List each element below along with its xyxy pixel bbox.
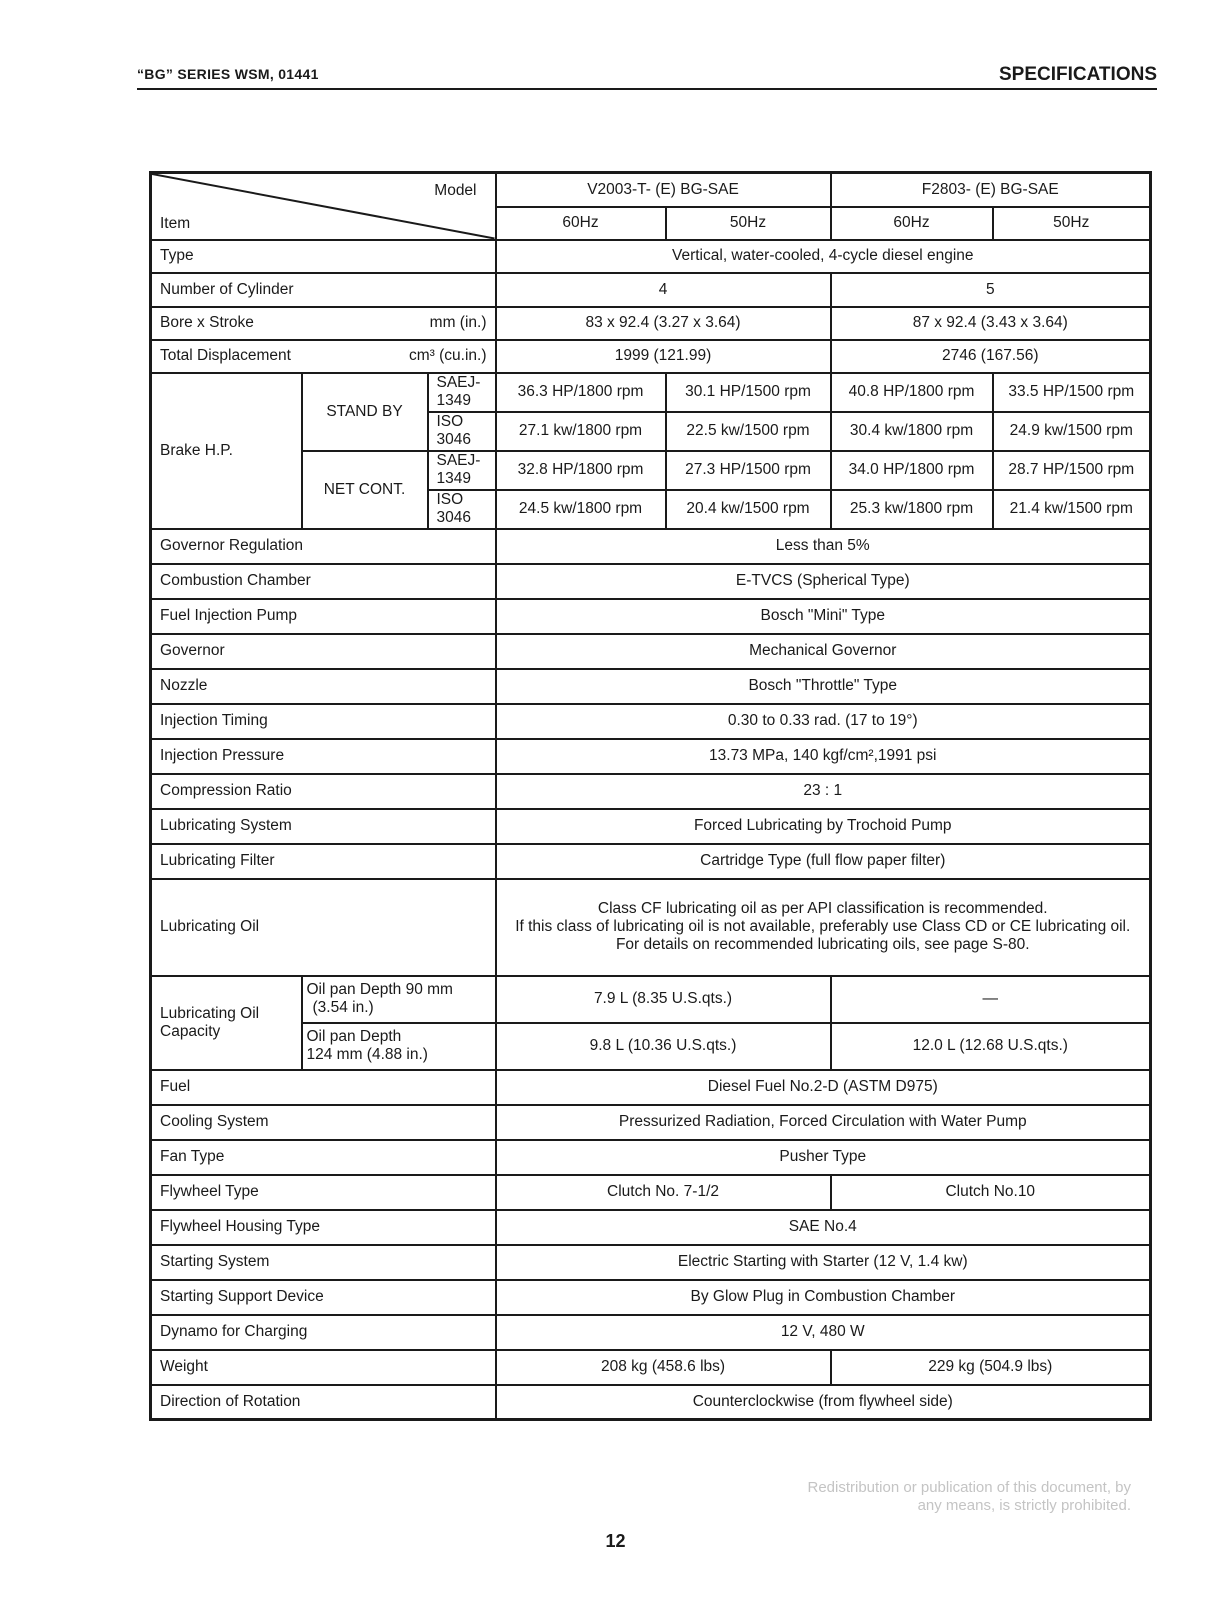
row-value: SAE No.4	[496, 1210, 1151, 1245]
row-label: Weight	[151, 1350, 496, 1385]
row-value-f2803: —	[831, 976, 1151, 1023]
value-cell: 40.8 HP/1800 rpm	[831, 373, 993, 412]
value-cell: 22.5 kw/1500 rpm	[666, 412, 831, 451]
row-flywheel-housing-type	[151, 1210, 1151, 1245]
row-bore-stroke	[151, 307, 1151, 340]
row-value-f2803: 12.0 L (12.68 U.S.qts.)	[831, 1023, 1151, 1070]
row-weight	[151, 1350, 1151, 1385]
page-number: 12	[605, 1531, 626, 1551]
notice-line-1: Redistribution or publication of this document, by	[807, 1479, 1131, 1496]
oil-pan-124-line2: 124 mm (4.88 in.)	[306, 1046, 428, 1063]
row-label: Governor	[151, 634, 496, 669]
header-section-title: SPECIFICATIONS	[999, 64, 1157, 85]
value-cell: 33.5 HP/1500 rpm	[993, 373, 1151, 412]
row-starting-support-device	[151, 1280, 1151, 1315]
row-injection-pressure	[151, 739, 1151, 774]
row-label: Injection Timing	[151, 704, 496, 739]
oil-capacity-label	[151, 976, 302, 1070]
row-dynamo-for-charging	[151, 1315, 1151, 1350]
row-value: 0.30 to 0.33 rad. (17 to 19°)	[496, 704, 1151, 739]
value-cell: 27.3 HP/1500 rpm	[666, 451, 831, 490]
row-value: Vertical, water-cooled, 4-cycle diesel engine	[496, 240, 1151, 273]
row-value-v2003: 4	[496, 273, 831, 307]
row-label: Starting Support Device	[151, 1280, 496, 1315]
row-label: Fan Type	[151, 1140, 496, 1175]
row-fuel-injection-pump	[151, 599, 1151, 634]
value-cell: 30.4 kw/1800 rpm	[831, 412, 993, 451]
oil-pan-124-label	[302, 1023, 496, 1070]
row-label: Fuel Injection Pump	[151, 599, 496, 634]
rating-label: ISO 3046	[428, 490, 496, 529]
notice-line-2: any means, is strictly prohibited.	[917, 1497, 1131, 1514]
row-value: 23 : 1	[496, 774, 1151, 809]
value-cell: 32.8 HP/1800 rpm	[496, 451, 666, 490]
model-item-corner	[151, 173, 496, 240]
row-value: Forced Lubricating by Trochoid Pump	[496, 809, 1151, 844]
row-label: Dynamo for Charging	[151, 1315, 496, 1350]
oil-pan-90-line1: Oil pan Depth 90 mm	[306, 981, 453, 998]
row-nozzle	[151, 669, 1151, 704]
brake-hp-label: Brake H.P.	[151, 373, 302, 529]
row-injection-timing	[151, 704, 1151, 739]
row-value-v2003: 208 kg (458.6 lbs)	[496, 1350, 831, 1385]
row-direction-of-rotation	[151, 1385, 1151, 1420]
row-label: Bore x Stroke	[160, 314, 254, 331]
lub-oil-line-2: If this class of lubricating oil is not available, preferably use Class CD or CE lubricating oil.	[515, 918, 1131, 935]
row-unit: mm (in.)	[429, 314, 487, 331]
row-fan-type	[151, 1140, 1151, 1175]
stand-by-label: STAND BY	[302, 373, 428, 451]
row-value: Less than 5%	[496, 529, 1151, 564]
rating-label: SAEJ-1349	[428, 373, 496, 412]
freq-f2803-50hz: 50Hz	[993, 207, 1151, 240]
row-label-cell	[151, 307, 496, 340]
row-value-v2003: Clutch No. 7-1/2	[496, 1175, 831, 1210]
value-cell: 28.7 HP/1500 rpm	[993, 451, 1151, 490]
row-fuel	[151, 1070, 1151, 1105]
row-value: 12 V, 480 W	[496, 1315, 1151, 1350]
row-label: Lubricating Oil	[151, 879, 496, 976]
rating-label: SAEJ-1349	[428, 451, 496, 490]
row-value: E-TVCS (Spherical Type)	[496, 564, 1151, 599]
row-type	[151, 240, 1151, 273]
oil-capacity-label-1: Lubricating Oil	[160, 1004, 260, 1022]
row-cooling-system	[151, 1105, 1151, 1140]
specifications-table	[149, 171, 1152, 1421]
row-brake-standby-sae	[151, 373, 1151, 412]
oil-pan-124-line1: Oil pan Depth	[306, 1028, 402, 1045]
row-value: Pressurized Radiation, Forced Circulation with Water Pump	[496, 1105, 1151, 1140]
freq-v2003-50hz: 50Hz	[666, 207, 831, 240]
row-value-v2003: 9.8 L (10.36 U.S.qts.)	[496, 1023, 831, 1070]
value-cell: 30.1 HP/1500 rpm	[666, 373, 831, 412]
row-lubricating-system	[151, 809, 1151, 844]
row-label: Total Displacement	[160, 347, 291, 364]
row-unit: cm³ (cu.in.)	[409, 347, 487, 364]
row-value: Diesel Fuel No.2-D (ASTM D975)	[496, 1070, 1151, 1105]
header-series: “BG” SERIES WSM, 01441	[137, 66, 319, 82]
row-governor	[151, 634, 1151, 669]
row-label: Flywheel Housing Type	[151, 1210, 496, 1245]
row-value: Pusher Type	[496, 1140, 1151, 1175]
row-value-f2803: Clutch No.10	[831, 1175, 1151, 1210]
lub-oil-line-1: Class CF lubricating oil as per API classification is recommended.	[597, 900, 1048, 917]
value-cell: 27.1 kw/1800 rpm	[496, 412, 666, 451]
row-label: Direction of Rotation	[151, 1385, 496, 1420]
value-cell: 21.4 kw/1500 rpm	[993, 490, 1151, 529]
row-value-f2803: 2746 (167.56)	[831, 340, 1151, 373]
row-oil-capacity-pan90	[151, 976, 1151, 1023]
redistribution-notice	[807, 1479, 1131, 1515]
row-label: Fuel	[151, 1070, 496, 1105]
freq-f2803-60hz: 60Hz	[831, 207, 993, 240]
row-value-f2803: 229 kg (504.9 lbs)	[831, 1350, 1151, 1385]
oil-capacity-label-2: Capacity	[160, 1022, 221, 1040]
value-cell: 34.0 HP/1800 rpm	[831, 451, 993, 490]
row-value: Cartridge Type (full flow paper filter)	[496, 844, 1151, 879]
row-governor-regulation	[151, 529, 1151, 564]
corner-item-label: Item	[160, 214, 191, 232]
value-cell: 20.4 kw/1500 rpm	[666, 490, 831, 529]
corner-model-label: Model	[434, 182, 477, 199]
row-label: Cooling System	[151, 1105, 496, 1140]
row-label: Starting System	[151, 1245, 496, 1280]
row-value: Bosch "Throttle" Type	[496, 669, 1151, 704]
row-value: 13.73 MPa, 140 kgf/cm²,1991 psi	[496, 739, 1151, 774]
row-lubricating-filter	[151, 844, 1151, 879]
lub-oil-line-3: For details on recommended lubricating oils, see page S-80.	[615, 936, 1030, 953]
model-f2803: F2803- (E) BG-SAE	[831, 173, 1151, 207]
rating-label: ISO 3046	[428, 412, 496, 451]
row-label: Compression Ratio	[151, 774, 496, 809]
row-label: Governor Regulation	[151, 529, 496, 564]
row-number-of-cylinder	[151, 273, 1151, 307]
row-label: Number of Cylinder	[151, 273, 496, 307]
row-label: Type	[151, 240, 496, 273]
header-rule	[137, 88, 1157, 90]
value-cell: 24.9 kw/1500 rpm	[993, 412, 1151, 451]
row-lubricating-oil	[151, 879, 1151, 976]
row-value-v2003: 7.9 L (8.35 U.S.qts.)	[496, 976, 831, 1023]
row-label: Nozzle	[151, 669, 496, 704]
row-value: Mechanical Governor	[496, 634, 1151, 669]
value-cell: 24.5 kw/1800 rpm	[496, 490, 666, 529]
row-value-v2003: 1999 (121.99)	[496, 340, 831, 373]
row-starting-system	[151, 1245, 1151, 1280]
row-total-displacement	[151, 340, 1151, 373]
value-cell: 36.3 HP/1800 rpm	[496, 373, 666, 412]
row-value-f2803: 5	[831, 273, 1151, 307]
row-label-cell	[151, 340, 496, 373]
row-value-v2003: 83 x 92.4 (3.27 x 3.64)	[496, 307, 831, 340]
oil-pan-90-label	[302, 976, 496, 1023]
row-combustion-chamber	[151, 564, 1151, 599]
row-label: Lubricating Filter	[151, 844, 496, 879]
row-value: Bosch "Mini" Type	[496, 599, 1151, 634]
net-cont-label: NET CONT.	[302, 451, 428, 529]
row-value-multiline	[496, 879, 1151, 976]
row-label: Injection Pressure	[151, 739, 496, 774]
oil-pan-90-line2: (3.54 in.)	[312, 999, 374, 1016]
row-compression-ratio	[151, 774, 1151, 809]
value-cell: 25.3 kw/1800 rpm	[831, 490, 993, 529]
row-flywheel-type	[151, 1175, 1151, 1210]
row-value: Counterclockwise (from flywheel side)	[496, 1385, 1151, 1420]
row-label: Combustion Chamber	[151, 564, 496, 599]
row-value: By Glow Plug in Combustion Chamber	[496, 1280, 1151, 1315]
header-row-model	[151, 173, 1151, 207]
row-value-f2803: 87 x 92.4 (3.43 x 3.64)	[831, 307, 1151, 340]
freq-v2003-60hz: 60Hz	[496, 207, 666, 240]
row-value: Electric Starting with Starter (12 V, 1.4 kw)	[496, 1245, 1151, 1280]
row-label: Lubricating System	[151, 809, 496, 844]
model-v2003: V2003-T- (E) BG-SAE	[496, 173, 831, 207]
row-label: Flywheel Type	[151, 1175, 496, 1210]
